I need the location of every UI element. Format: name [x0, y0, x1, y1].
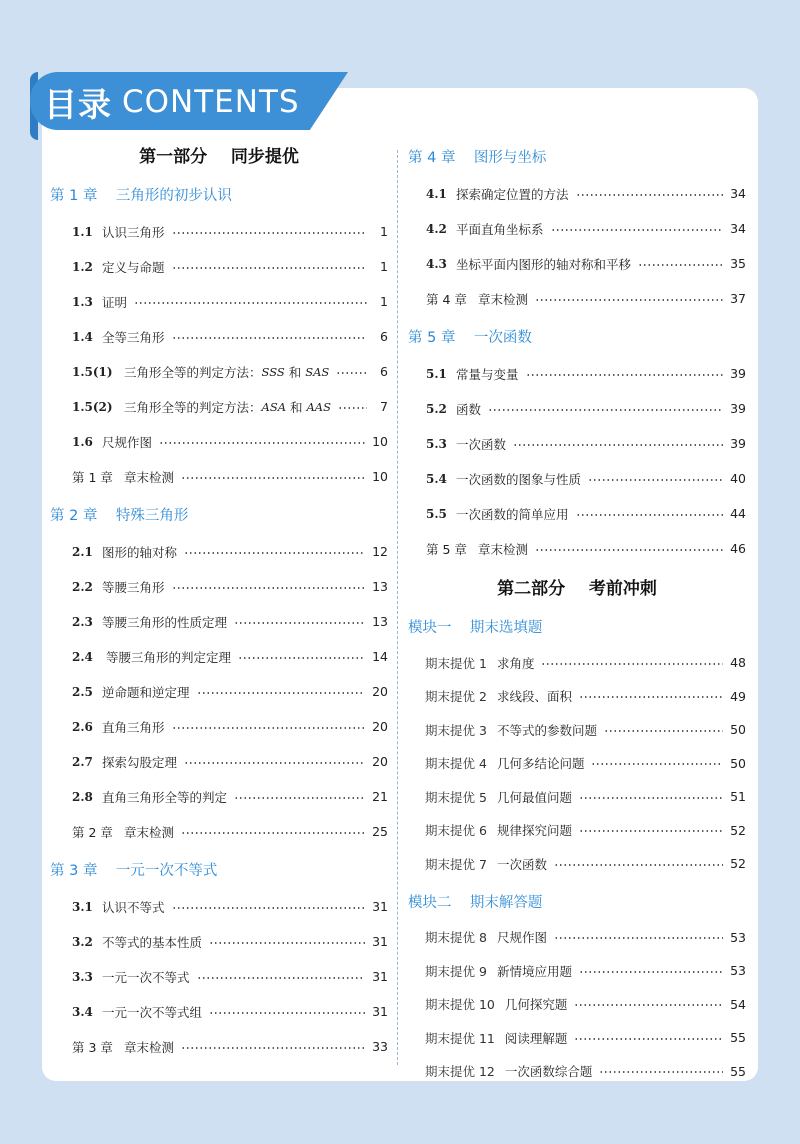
entry-number: 1.5(1): [72, 364, 113, 379]
toc-entry[interactable]: [408, 780, 746, 814]
page-number: 6: [380, 364, 388, 379]
dot-leader: [181, 477, 365, 479]
toc-entry[interactable]: [50, 709, 388, 744]
entry-label: 逆命题和逆定理: [102, 684, 190, 700]
chapter-1-title[interactable]: 第 1 章 三角形的初步认识: [50, 188, 232, 204]
entry-number: 5.4: [426, 471, 447, 486]
dot-leader: [181, 1047, 365, 1049]
dot-leader: [197, 977, 366, 979]
page-number: 20: [372, 684, 388, 699]
dot-leader: [209, 942, 365, 944]
toc-entry[interactable]: [408, 246, 746, 281]
dot-leader: [591, 763, 723, 765]
entry-label: 一次函数的图象与性质: [456, 471, 582, 487]
dot-leader: [579, 971, 723, 973]
toc-entry[interactable]: [50, 424, 388, 459]
contents-title-en: CONTENTS: [122, 84, 300, 120]
dot-leader: [574, 1004, 723, 1006]
entry-number: 3.1: [72, 899, 93, 914]
dot-leader: [576, 514, 724, 516]
entry-label: 规律探究问题: [496, 823, 572, 839]
toc-entry[interactable]: [50, 249, 388, 284]
dot-leader: [535, 299, 723, 301]
dot-leader: [604, 730, 723, 732]
entry-number: 2.8: [72, 789, 93, 804]
toc-entry[interactable]: [50, 994, 388, 1029]
page-number: 12: [372, 544, 388, 559]
left-column: [50, 140, 388, 1064]
page-number: 55: [730, 1063, 746, 1079]
entry-label: 等腰三角形: [102, 579, 165, 595]
toc-entry[interactable]: [50, 569, 388, 604]
toc-entry[interactable]: [408, 356, 746, 391]
dot-leader: [551, 229, 724, 231]
page-number: 31: [372, 934, 388, 949]
dot-leader: [338, 407, 367, 409]
toc-entry[interactable]: [408, 814, 746, 848]
entry-prefix: 期末提优 8: [425, 930, 487, 946]
entry-label: 直角三角形: [102, 719, 165, 735]
page-number: 20: [372, 719, 388, 734]
toc-entry[interactable]: [50, 354, 388, 389]
entry-prefix: 期末提优 4: [425, 756, 487, 772]
entry-number: 4.2: [426, 221, 447, 236]
dot-leader: [579, 797, 723, 799]
entry-prefix: 期末提优 12: [425, 1064, 495, 1080]
entry-label: 一元一次不等式组: [102, 1004, 203, 1020]
chapter-3-title[interactable]: 第 3 章 一元一次不等式: [50, 863, 218, 879]
page-number: 13: [372, 579, 388, 594]
entry-label: 等腰三角形的性质定理: [102, 614, 228, 630]
dot-leader: [541, 663, 723, 665]
page-number: 52: [730, 822, 746, 838]
part-one-title: 第一部分 同步提优: [139, 147, 299, 167]
dot-leader: [488, 409, 723, 411]
dot-leader: [513, 444, 723, 446]
entry-label: 三角形全等的判定方法：: [124, 364, 262, 380]
page-number: 44: [730, 506, 746, 521]
toc-entry[interactable]: [50, 674, 388, 709]
entry-prefix: 期末提优 3: [425, 722, 487, 738]
page-number: 35: [730, 256, 746, 271]
dot-leader: [172, 727, 366, 729]
page-number: 48: [730, 655, 746, 671]
entry-label: 章末检测: [478, 291, 529, 307]
dot-leader: [554, 937, 723, 939]
entry-label: 认识三角形: [102, 224, 165, 240]
toc-entry[interactable]: [408, 921, 746, 955]
entry-label: 认识不等式: [102, 899, 165, 915]
dot-leader: [197, 692, 366, 694]
entry-label: 阅读理解题: [504, 1030, 568, 1046]
part-two-title: 第二部分 考前冲刺: [497, 579, 657, 599]
entry-number: 第 4 章: [426, 291, 467, 307]
toc-entry[interactable]: [408, 954, 746, 988]
page-number: 39: [730, 436, 746, 451]
toc-entry[interactable]: [50, 779, 388, 814]
dot-leader: [638, 264, 723, 266]
entry-connector: 和: [286, 399, 307, 415]
page-number: 49: [730, 688, 746, 704]
entry-label: 章末检测: [478, 541, 529, 557]
page-number: 37: [730, 291, 746, 306]
column-divider: [397, 150, 398, 1065]
toc-entry[interactable]: [408, 847, 746, 881]
toc-entry[interactable]: [50, 814, 388, 849]
dot-leader: [588, 479, 723, 481]
entry-label: 探索勾股定理: [102, 754, 178, 770]
page-number: 50: [730, 722, 746, 738]
entry-label: 几何最值问题: [496, 789, 572, 805]
entry-number: 2.5: [72, 684, 93, 699]
entry-label: 一次函数: [456, 436, 507, 452]
toc-entry[interactable]: [50, 889, 388, 924]
dot-leader: [554, 864, 723, 866]
toc-entry[interactable]: [50, 319, 388, 354]
entry-number: 2.3: [72, 614, 93, 629]
toc-entry[interactable]: [408, 680, 746, 714]
entry-label: 求角度: [496, 655, 535, 671]
entry-prefix: 期末提优 5: [425, 789, 487, 805]
page-number: 20: [372, 754, 388, 769]
dot-leader: [535, 549, 723, 551]
right-column: [408, 140, 746, 1088]
chapter-4-title[interactable]: 第 4 章 图形与坐标: [408, 150, 547, 166]
page-number: 54: [730, 996, 746, 1012]
entry-label: 图形的轴对称: [102, 544, 178, 560]
page-number: 1: [380, 224, 388, 239]
page-number: 6: [380, 329, 388, 344]
page-number: 52: [730, 856, 746, 872]
entry-prefix: 期末提优 7: [425, 856, 487, 872]
entry-number: 1.6: [72, 434, 93, 449]
dot-leader: [599, 1071, 723, 1073]
dot-leader: [172, 267, 367, 269]
toc-entry[interactable]: [408, 211, 746, 246]
contents-title: [44, 78, 300, 126]
congruence-criterion: AAS: [306, 399, 331, 414]
toc-entry[interactable]: [408, 496, 746, 531]
toc-entry[interactable]: [408, 391, 746, 426]
entry-label: 尺规作图: [102, 434, 153, 450]
entry-number: 第 5 章: [426, 541, 467, 557]
page-number: 21: [372, 789, 388, 804]
entry-number: 2.4: [72, 649, 93, 664]
dot-leader: [238, 657, 365, 659]
congruence-criterion: SAS: [305, 364, 330, 379]
page-number: 39: [730, 366, 746, 381]
page-number: 34: [730, 186, 746, 201]
toc-entry[interactable]: [50, 214, 388, 249]
page-number: 7: [380, 399, 388, 414]
entry-label: 等腰三角形的判定定理: [102, 649, 231, 665]
entry-label: 平面直角坐标系: [456, 221, 544, 237]
entry-number: 3.4: [72, 1004, 93, 1019]
entry-prefix: 期末提优 2: [425, 689, 487, 705]
page-number: 31: [372, 1004, 388, 1019]
entry-label: 探索确定位置的方法: [456, 186, 569, 202]
toc-entry[interactable]: [50, 534, 388, 569]
entry-number: 4.1: [426, 186, 447, 201]
contents-title-cn: 目录: [44, 84, 112, 124]
page-number: 33: [372, 1039, 388, 1054]
page-number: 31: [372, 969, 388, 984]
entry-number: 4.3: [426, 256, 447, 271]
toc-entry[interactable]: [50, 924, 388, 959]
entry-prefix: 期末提优 11: [425, 1030, 495, 1046]
toc-entry[interactable]: [408, 531, 746, 566]
module-2-title[interactable]: 模块二 期末解答题: [408, 894, 543, 911]
entry-number: 第 1 章: [72, 469, 113, 485]
entry-label: 不等式的基本性质: [102, 934, 203, 950]
entry-number: 3.2: [72, 934, 93, 949]
toc-entry[interactable]: [50, 1029, 388, 1064]
dot-leader: [172, 587, 366, 589]
toc-entry[interactable]: [408, 988, 746, 1022]
entry-label: 一次函数的简单应用: [456, 506, 569, 522]
toc-entry[interactable]: [408, 461, 746, 496]
page-number: 1: [380, 259, 388, 274]
entry-label: 三角形全等的判定方法：: [124, 399, 262, 415]
entry-number: 第 3 章: [72, 1039, 113, 1055]
entry-number: 2.7: [72, 754, 93, 769]
entry-label: 章末检测: [124, 1039, 175, 1055]
dot-leader: [184, 552, 365, 554]
page-number: 34: [730, 221, 746, 236]
page-number: 51: [730, 789, 746, 805]
entry-label: 求线段、面积: [496, 689, 572, 705]
dot-leader: [181, 832, 365, 834]
chapter-5-title[interactable]: 第 5 章 一次函数: [408, 330, 532, 346]
toc-entry[interactable]: [408, 646, 746, 680]
dot-leader: [172, 232, 367, 234]
entry-label: 新情境应用题: [496, 963, 572, 979]
entry-prefix: 期末提优 9: [425, 963, 487, 979]
page-number: 10: [372, 434, 388, 449]
dot-leader: [574, 1038, 723, 1040]
entry-number: 1.4: [72, 329, 93, 344]
entry-label: 定义与命题: [102, 259, 165, 275]
entry-number: 5.2: [426, 401, 447, 416]
toc-entry[interactable]: [50, 284, 388, 319]
dot-leader: [172, 907, 366, 909]
entry-number: 3.3: [72, 969, 93, 984]
page-number: 31: [372, 899, 388, 914]
toc-entry[interactable]: [50, 959, 388, 994]
page-number: 13: [372, 614, 388, 629]
entry-label: 函数: [456, 401, 482, 417]
entry-prefix: 期末提优 10: [425, 997, 495, 1013]
toc-entry[interactable]: [408, 1055, 746, 1089]
chapter-2-title[interactable]: 第 2 章 特殊三角形: [50, 508, 189, 524]
page-number: 53: [730, 963, 746, 979]
dot-leader: [134, 302, 367, 304]
dot-leader: [159, 442, 365, 444]
page-number: 55: [730, 1030, 746, 1046]
entry-label: 全等三角形: [102, 329, 165, 345]
toc-entry[interactable]: [50, 604, 388, 639]
entry-prefix: 期末提优 6: [425, 823, 487, 839]
module-1-title[interactable]: 模块一 期末选填题: [408, 620, 543, 636]
page-number: 40: [730, 471, 746, 486]
entry-number: 5.5: [426, 506, 447, 521]
congruence-criterion: ASA: [261, 399, 287, 414]
toc-entry[interactable]: [50, 459, 388, 494]
page-number: 39: [730, 401, 746, 416]
entry-label: 一次函数: [496, 856, 547, 872]
dot-leader: [172, 337, 367, 339]
page-number: 14: [372, 649, 388, 664]
entry-connector: 和: [284, 364, 306, 380]
dot-leader: [184, 762, 365, 764]
dot-leader: [579, 830, 723, 832]
entry-number: 2.1: [72, 544, 93, 559]
entry-label: 直角三角形全等的判定: [102, 789, 228, 805]
toc-entry[interactable]: [50, 389, 388, 424]
entry-number: 2.2: [72, 579, 93, 594]
dot-leader: [576, 194, 724, 196]
toc-entry[interactable]: [408, 1021, 746, 1055]
entry-label: 章末检测: [124, 824, 175, 840]
entry-label: 几何探究题: [504, 997, 568, 1013]
entry-number: 1.1: [72, 224, 93, 239]
entry-number: 2.6: [72, 719, 93, 734]
page-number: 25: [372, 824, 388, 839]
entry-label: 坐标平面内图形的轴对称和平移: [456, 256, 632, 272]
entry-label: 常量与变量: [456, 366, 519, 382]
page-number: 53: [730, 929, 746, 945]
entry-number: 1.2: [72, 259, 93, 274]
entry-label: 一元一次不等式: [102, 969, 190, 985]
toc-entry[interactable]: [408, 426, 746, 461]
entry-label: 不等式的参数问题: [496, 722, 597, 738]
page-number: 1: [380, 294, 388, 309]
toc-entry[interactable]: [408, 281, 746, 316]
entry-label: 尺规作图: [496, 930, 547, 946]
toc-entry[interactable]: [408, 747, 746, 781]
dot-leader: [336, 372, 367, 374]
dot-leader: [579, 696, 723, 698]
congruence-criterion: SSS: [261, 364, 285, 379]
entry-label: 一次函数综合题: [504, 1064, 593, 1080]
entry-number: 5.3: [426, 436, 447, 451]
entry-number: 第 2 章: [72, 824, 113, 840]
page-number: 46: [730, 541, 746, 556]
toc-entry[interactable]: [50, 744, 388, 779]
entry-number: 5.1: [426, 366, 447, 381]
dot-leader: [526, 374, 724, 376]
dot-leader: [209, 1012, 365, 1014]
entry-label: 章末检测: [124, 469, 175, 485]
entry-number: 1.3: [72, 294, 93, 309]
dot-leader: [234, 622, 365, 624]
page-number: 50: [730, 755, 746, 771]
entry-label: 几何多结论问题: [496, 756, 585, 772]
page-number: 10: [372, 469, 388, 484]
entry-prefix: 期末提优 1: [425, 655, 487, 671]
toc-entry[interactable]: [408, 176, 746, 211]
toc-entry[interactable]: [408, 713, 746, 747]
entry-label: 证明: [102, 294, 128, 310]
entry-number: 1.5(2): [72, 399, 113, 414]
toc-entry[interactable]: [50, 639, 388, 674]
dot-leader: [234, 797, 365, 799]
